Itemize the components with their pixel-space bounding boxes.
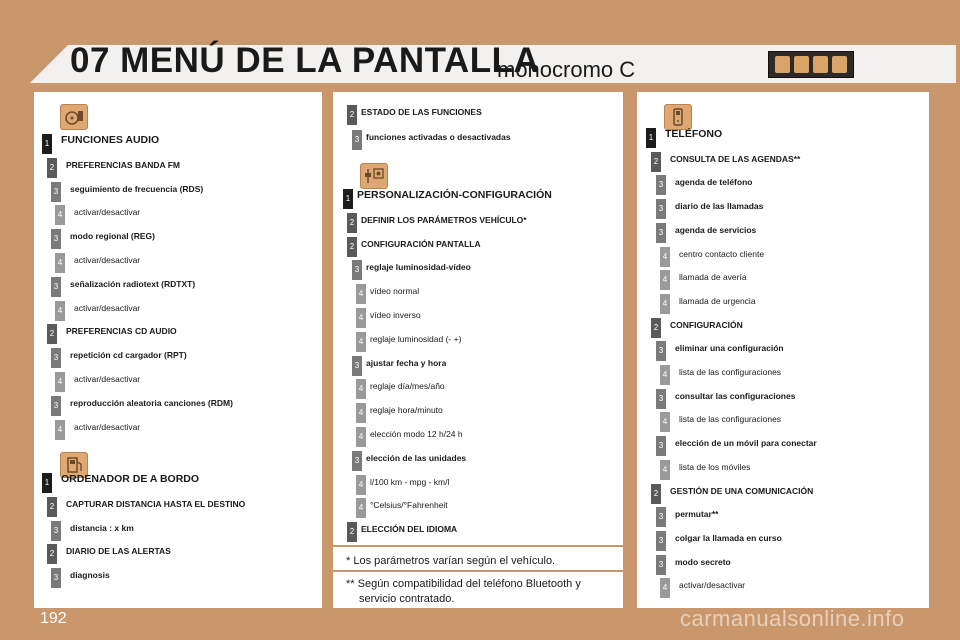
menu-item-level-4: vídeo inverso: [370, 310, 421, 320]
menu-item-level-3: funciones activadas o desactivadas: [366, 132, 511, 142]
menu-item-level-4: vídeo normal: [370, 286, 420, 296]
level-badge: 3: [352, 356, 362, 376]
level-badge: 4: [55, 420, 65, 440]
menu-item-level-4: activar/desactivar: [74, 374, 141, 384]
footnote-bluetooth-line1: ** Según compatibilidad del teléfono Bluetooth y: [346, 578, 581, 590]
level-badge: 4: [660, 460, 670, 480]
level-badge: 4: [356, 332, 366, 352]
menu-item-level-4: llamada de avería: [679, 272, 747, 282]
display-icon-1: [775, 56, 790, 73]
menu-item-level-4: activar/desactivar: [74, 422, 141, 432]
footnote-vehicle: * Los parámetros varían según el vehículo.: [346, 555, 556, 567]
menu-item-level-4: reglaje día/mes/año: [370, 381, 445, 391]
level-badge: 2: [47, 158, 57, 178]
menu-item-level-3: permutar**: [675, 509, 719, 519]
page-title: 07 MENÚ DE LA PANTALLA: [70, 41, 540, 80]
level-badge: 2: [47, 497, 57, 517]
level-badge: 2: [651, 318, 661, 338]
level-badge: 4: [356, 498, 366, 518]
menu-item-level-3: diagnosis: [70, 570, 110, 580]
note-separator: [333, 570, 623, 572]
menu-item-level-1: FUNCIONES AUDIO: [61, 134, 160, 146]
level-badge: 4: [660, 578, 670, 598]
menu-item-level-3: eliminar una configuración: [675, 343, 784, 353]
level-badge: 3: [656, 507, 666, 527]
menu-item-level-2: ELECCIÓN DEL IDIOMA: [361, 524, 458, 534]
display-icon-4: [832, 56, 847, 73]
menu-item-level-4: reglaje hora/minuto: [370, 405, 443, 415]
menu-item-level-3: elección de un móvil para conectar: [675, 438, 817, 448]
level-badge: 3: [352, 451, 362, 471]
level-badge: 1: [646, 128, 656, 148]
level-badge: 3: [656, 175, 666, 195]
menu-item-level-3: seguimiento de frecuencia (RDS): [70, 184, 204, 194]
level-badge: 3: [51, 348, 61, 368]
menu-item-level-4: activar/desactivar: [74, 303, 141, 313]
phone-icon: [664, 104, 692, 130]
level-badge: 3: [656, 436, 666, 456]
menu-item-level-3: repetición cd cargador (RPT): [70, 350, 187, 360]
menu-item-level-2: DIARIO DE LAS ALERTAS: [66, 546, 171, 556]
menu-item-level-4: activar/desactivar: [74, 207, 141, 217]
level-badge: 4: [356, 379, 366, 399]
level-badge: 1: [343, 189, 353, 209]
footnote-bluetooth-line2: servicio contratado.: [359, 593, 455, 605]
menu-item-level-3: modo secreto: [675, 557, 731, 567]
menu-item-level-2: PREFERENCIAS CD AUDIO: [66, 326, 177, 336]
watermark: carmanualsonline.info: [680, 606, 905, 631]
display-icon-3: [813, 56, 828, 73]
settings-icon: [360, 163, 388, 189]
menu-item-level-3: reproducción aleatoria canciones (RDM): [70, 398, 233, 408]
menu-item-level-2: CONFIGURACIÓN PANTALLA: [361, 239, 481, 249]
level-badge: 4: [660, 247, 670, 267]
level-badge: 3: [51, 277, 61, 297]
menu-item-level-2: DEFINIR LOS PARÁMETROS VEHÍCULO*: [361, 215, 527, 225]
level-badge: 3: [656, 223, 666, 243]
menu-item-level-3: modo regional (REG): [70, 231, 155, 241]
menu-item-level-1: ORDENADOR DE A BORDO: [61, 473, 200, 485]
level-badge: 2: [347, 522, 357, 542]
menu-item-level-4: activar/desactivar: [679, 580, 746, 590]
level-badge: 3: [656, 555, 666, 575]
menu-item-level-4: l/100 km - mpg - km/l: [370, 477, 450, 487]
menu-item-level-3: reglaje luminosidad-vídeo: [366, 262, 471, 272]
menu-item-level-4: lista de las configuraciones: [679, 367, 782, 377]
level-badge: 3: [656, 341, 666, 361]
menu-item-level-4: centro contacto cliente: [679, 249, 765, 259]
menu-item-level-2: CONSULTA DE LAS AGENDAS**: [670, 154, 801, 164]
menu-item-level-3: diario de las llamadas: [675, 201, 764, 211]
level-badge: 3: [51, 182, 61, 202]
level-badge: 3: [656, 389, 666, 409]
level-badge: 2: [347, 213, 357, 233]
menu-item-level-3: ajustar fecha y hora: [366, 358, 447, 368]
menu-item-level-4: llamada de urgencia: [679, 296, 756, 306]
page-number: 192: [40, 610, 67, 627]
page-subtitle: monocromo C: [497, 57, 636, 82]
level-badge: 2: [47, 324, 57, 344]
level-badge: 4: [660, 365, 670, 385]
menu-item-level-3: consultar las configuraciones: [675, 391, 796, 401]
menu-item-level-2: GESTIÓN DE UNA COMUNICACIÓN: [670, 486, 814, 496]
display-icons-strip: [768, 51, 854, 78]
level-badge: 4: [356, 427, 366, 447]
note-separator: [333, 545, 623, 547]
level-badge: 4: [55, 372, 65, 392]
level-badge: 3: [656, 531, 666, 551]
menu-item-level-4: reglaje luminosidad (- +): [370, 334, 462, 344]
menu-item-level-3: distancia : x km: [70, 523, 134, 533]
menu-item-level-2: ESTADO DE LAS FUNCIONES: [361, 107, 482, 117]
audio-icon: [60, 104, 88, 130]
level-badge: 4: [660, 270, 670, 290]
level-badge: 2: [47, 544, 57, 564]
level-badge: 2: [651, 152, 661, 172]
menu-item-level-4: lista de los móviles: [679, 462, 751, 472]
menu-item-level-1: PERSONALIZACIÓN-CONFIGURACIÓN: [357, 189, 552, 201]
level-badge: 3: [51, 229, 61, 249]
level-badge: 2: [651, 484, 661, 504]
level-badge: 4: [356, 308, 366, 328]
display-icon-2: [794, 56, 809, 73]
level-badge: 3: [656, 199, 666, 219]
menu-item-level-3: agenda de servicios: [675, 225, 757, 235]
level-badge: 4: [55, 253, 65, 273]
menu-item-level-3: colgar la llamada en curso: [675, 533, 782, 543]
level-badge: 4: [55, 301, 65, 321]
level-badge: 4: [356, 403, 366, 423]
level-badge: 2: [347, 105, 357, 125]
menu-item-level-2: PREFERENCIAS BANDA FM: [66, 160, 180, 170]
menu-item-level-4: lista de las configuraciones: [679, 414, 782, 424]
level-badge: 3: [51, 568, 61, 588]
level-badge: 1: [42, 473, 52, 493]
level-badge: 1: [42, 134, 52, 154]
menu-item-level-4: activar/desactivar: [74, 255, 141, 265]
menu-item-level-4: elección modo 12 h/24 h: [370, 429, 463, 439]
menu-item-level-3: elección de las unidades: [366, 453, 467, 463]
level-badge: 4: [660, 294, 670, 314]
menu-item-level-3: agenda de teléfono: [675, 177, 753, 187]
level-badge: 3: [51, 521, 61, 541]
level-badge: 3: [51, 396, 61, 416]
menu-item-level-1: TELÉFONO: [665, 128, 723, 140]
menu-item-level-2: CONFIGURACIÓN: [670, 320, 743, 330]
level-badge: 4: [356, 475, 366, 495]
level-badge: 4: [356, 284, 366, 304]
menu-item-level-3: señalización radiotext (RDTXT): [70, 279, 196, 289]
menu-item-level-2: CAPTURAR DISTANCIA HASTA EL DESTINO: [66, 499, 246, 509]
level-badge: 2: [347, 237, 357, 257]
menu-item-level-4: °Celsius/°Fahrenheit: [370, 500, 448, 510]
level-badge: 3: [352, 130, 362, 150]
level-badge: 4: [55, 205, 65, 225]
level-badge: 4: [660, 412, 670, 432]
level-badge: 3: [352, 260, 362, 280]
